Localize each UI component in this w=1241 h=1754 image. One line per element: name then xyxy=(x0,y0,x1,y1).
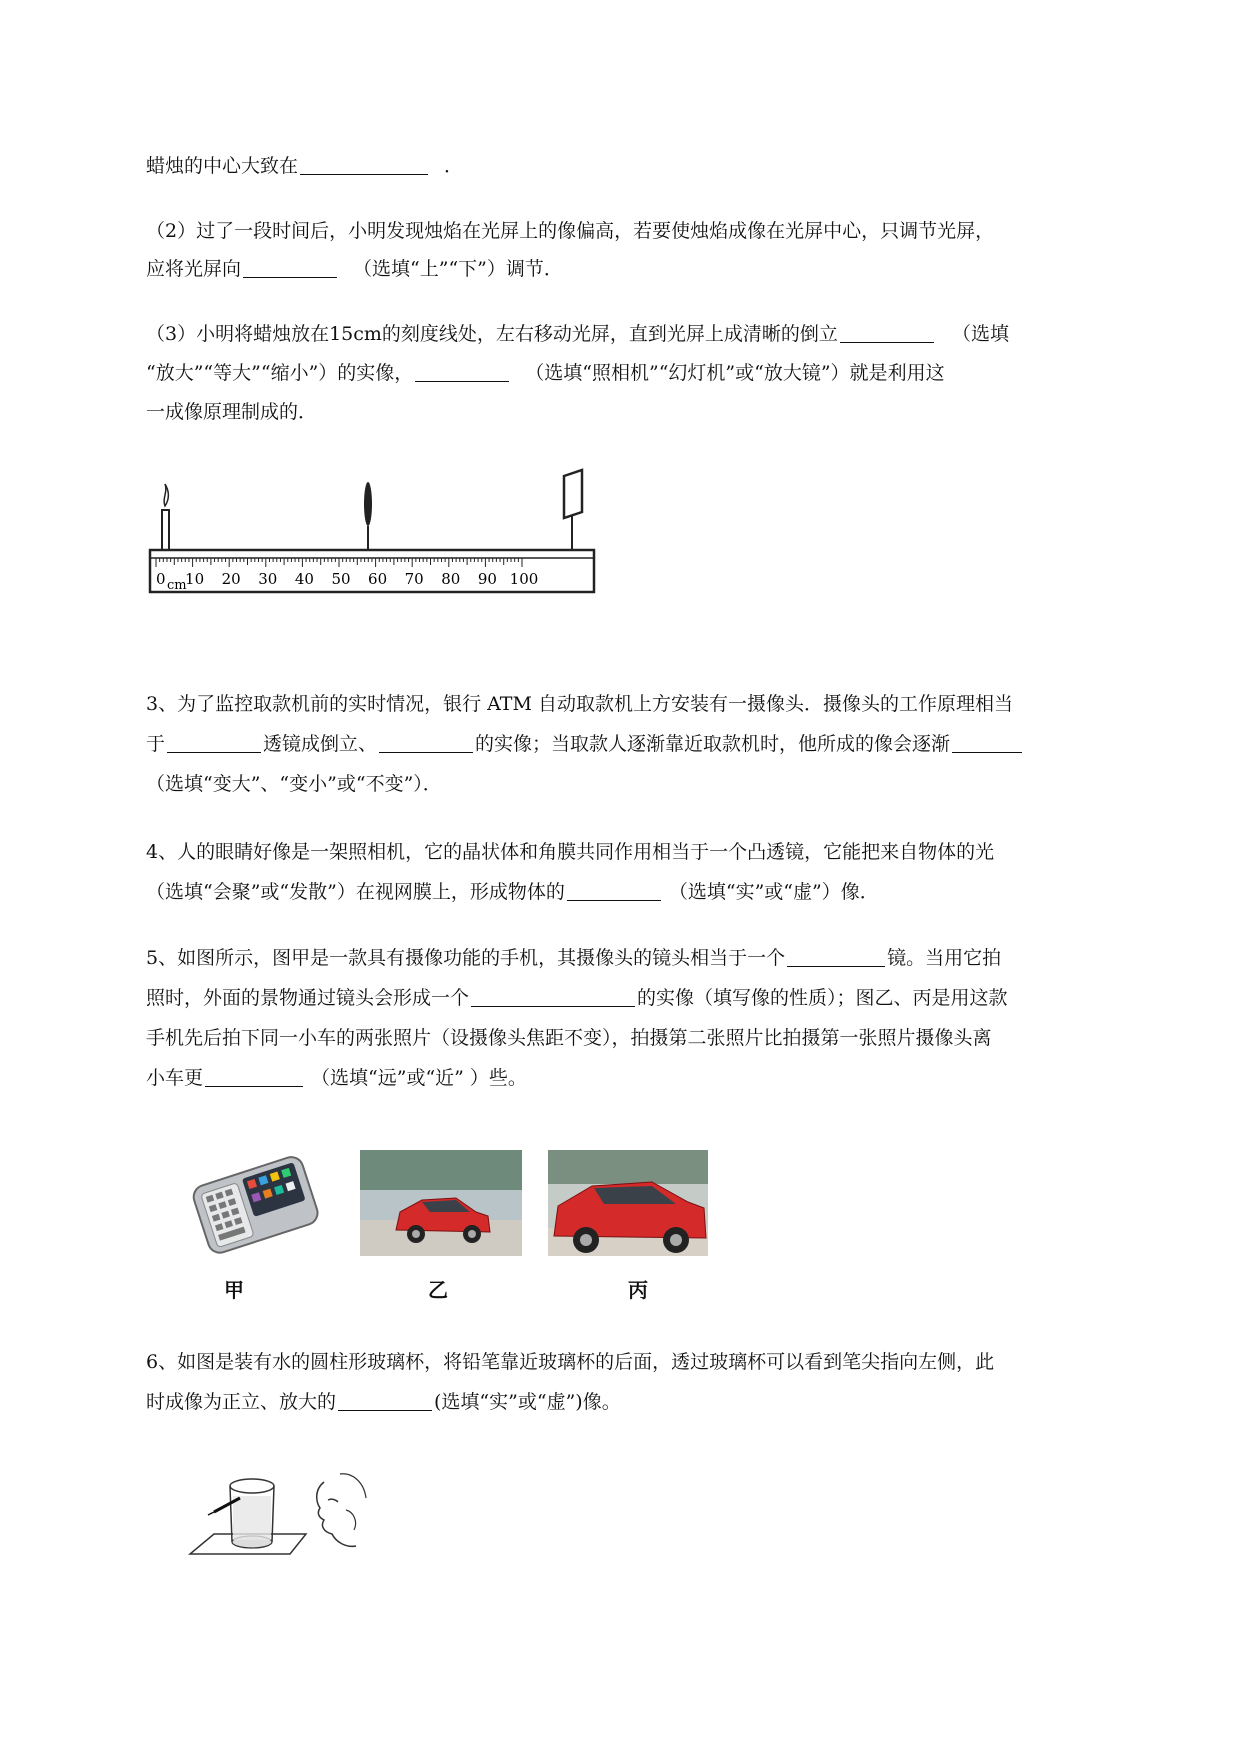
text-line: 4、人的眼睛好像是一架照相机，它的晶状体和角膜共同作用相当于一个凸透镜，它能把来自物体的光 xyxy=(146,841,995,863)
ruler-label: 80 xyxy=(441,570,461,588)
ruler-label: 60 xyxy=(368,570,388,588)
ruler-label: 100 xyxy=(509,570,539,588)
text: 的实像；当取款人逐渐靠近取款机时，他所成的像会逐渐 xyxy=(475,733,951,755)
answer-blank[interactable] xyxy=(300,154,428,175)
ruler-label: 90 xyxy=(477,570,497,588)
car-photo-bing xyxy=(548,1150,708,1256)
text-line: 一成像原理制成的． xyxy=(146,401,318,423)
text-line xyxy=(146,1064,527,1092)
optical-bench-figure xyxy=(146,462,598,596)
caption-jia: 甲 xyxy=(224,1278,244,1302)
text: 应将光屏向 xyxy=(146,258,242,280)
answer-blank[interactable] xyxy=(952,732,1022,753)
text-line xyxy=(146,359,945,387)
light-screen-icon xyxy=(564,470,582,550)
answer-blank[interactable] xyxy=(338,1390,432,1411)
text: 小车更 xyxy=(146,1067,204,1089)
glass-pencil-figure xyxy=(186,1468,370,1570)
text-line: （选填“变大”、“变小”或“不变”）． xyxy=(146,773,442,795)
answer-blank[interactable] xyxy=(379,732,473,753)
text: ． xyxy=(444,155,464,177)
text-line xyxy=(146,320,1009,348)
phone-icon xyxy=(191,1154,321,1256)
text: 蜡烛的中心大致在 xyxy=(146,155,299,177)
text: （选填“上”“下”）调节． xyxy=(353,258,563,280)
ruler-label: 30 xyxy=(258,570,278,588)
ruler-label: 20 xyxy=(221,570,241,588)
eye-face-icon xyxy=(317,1474,366,1547)
answer-blank[interactable] xyxy=(840,322,934,343)
ruler-label: 10 xyxy=(185,570,205,588)
ruler-label: 50 xyxy=(331,570,351,588)
text: （选填“实”或“虚”）像． xyxy=(668,881,879,903)
text: 的实像（填写像的性质）；图乙、丙是用这款 xyxy=(637,987,1008,1009)
car-photo-yi xyxy=(360,1150,522,1256)
text: 时成像为正立、放大的 xyxy=(146,1391,337,1413)
text-line: 手机先后拍下同一小车的两张照片（设摄像头焦距不变），拍摄第二张照片比拍摄第一张照片摄像头离 xyxy=(146,1027,992,1049)
answer-blank[interactable] xyxy=(567,880,661,901)
text-line xyxy=(146,730,1024,758)
text: “放大”“等大”“缩小”）的实像， xyxy=(146,362,414,384)
text-line xyxy=(146,255,563,283)
text-line xyxy=(146,878,879,906)
text-line: （2）过了一段时间后，小明发现烛焰在光屏上的像偏高，若要使烛焰成像在光屏中心，只调节光屏， xyxy=(146,220,995,242)
answer-blank[interactable] xyxy=(205,1066,303,1087)
text: 透镜成倒立、 xyxy=(263,733,378,755)
text-line xyxy=(146,984,1008,1012)
ruler-unit: cm xyxy=(167,578,187,593)
ruler-label: 0 xyxy=(156,570,166,588)
answer-blank[interactable] xyxy=(787,946,885,967)
phone-figure xyxy=(188,1148,322,1258)
text-line: 3、为了监控取款机前的实时情况，银行 ATM 自动取款机上方安装有一摄像头．摄像头的工作原理相当 xyxy=(146,693,1013,715)
text-line xyxy=(146,944,1001,972)
text-line xyxy=(146,152,463,180)
candle-icon xyxy=(162,484,169,550)
text: （选填“照相机”“幻灯机”或“放大镜”）就是利用这 xyxy=(525,362,945,384)
answer-blank[interactable] xyxy=(415,361,509,382)
text: （选填 xyxy=(951,323,1009,345)
text: （选填“远”或“近” ）些。 xyxy=(311,1067,527,1089)
text-line: 6、如图是装有水的圆柱形玻璃杯，将铅笔靠近玻璃杯的后面，透过玻璃杯可以看到笔尖指向左侧，此 xyxy=(146,1351,995,1373)
ruler-labels xyxy=(156,570,538,593)
text: （选填“会聚”或“发散”）在视网膜上，形成物体的 xyxy=(146,881,565,903)
text: (选填“实”或“虚”)像。 xyxy=(434,1391,621,1413)
text-line xyxy=(146,1388,621,1416)
caption-bing: 丙 xyxy=(628,1278,648,1302)
glass-icon xyxy=(230,1479,274,1548)
answer-blank[interactable] xyxy=(471,986,635,1007)
text: 5、如图所示，图甲是一款具有摄像功能的手机，其摄像头的镜头相当于一个 xyxy=(146,947,786,969)
ruler-ticks xyxy=(156,558,522,567)
answer-blank[interactable] xyxy=(167,732,261,753)
caption-yi: 乙 xyxy=(428,1278,448,1302)
text: 镜。当用它拍 xyxy=(887,947,1002,969)
lens-icon xyxy=(364,482,372,550)
text: 照时，外面的景物通过镜头会形成一个 xyxy=(146,987,470,1009)
text: 于 xyxy=(146,733,166,755)
ruler-label: 40 xyxy=(294,570,314,588)
answer-blank[interactable] xyxy=(243,257,337,278)
ruler-label: 70 xyxy=(404,570,424,588)
text: （3）小明将蜡烛放在15cm的刻度线处，左右移动光屏，直到光屏上成清晰的倒立 xyxy=(146,323,838,345)
